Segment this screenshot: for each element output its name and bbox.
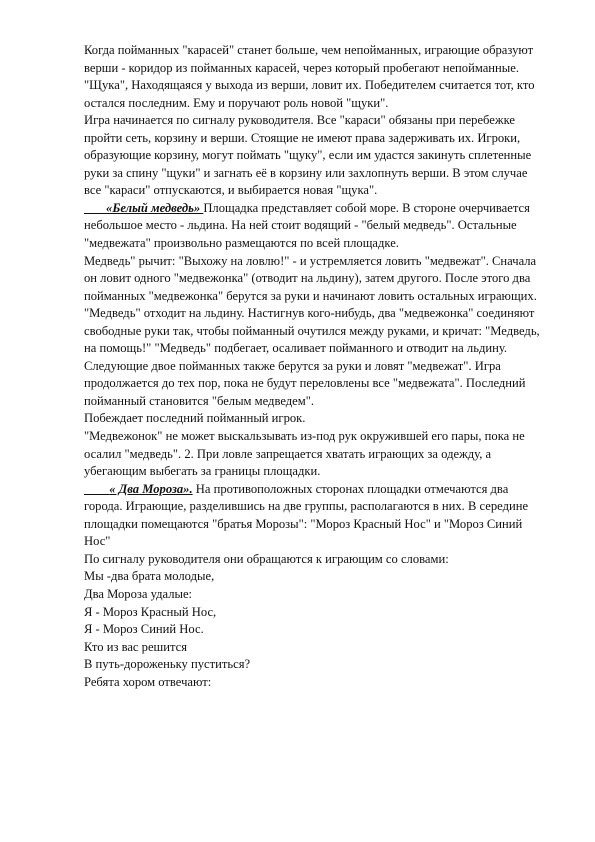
paragraph: Медведь" рычит: "Выхожу на ловлю!" - и устремляется ловить "медвежат". Сначала он ловит одного "медвежонка" (отводит на льдину), затем другого. После этого два пойманных "медвежонка" берутся за руки и начинают ловить остальных играющих. "Медведь" отходит на льдину. Настигнув кого-нибудь, два "медвежонка" соединяют свободные руки так, чтобы пойманный очутился между руками, и кричат: "Медведь, на помощь!" "Медведь" подбегает, осаливает пойманного и отводит на льдину. Следующие двое пойманных также берутся за руки и ловят "медвежат". Игра продолжается до тех пор, пока не будут переловлены все "медвежата". Последний пойманный становится "белым медведем".	[84, 253, 540, 408]
verse-line: Кто из вас решится	[84, 639, 188, 654]
document-body	[84, 42, 544, 691]
indent-underline	[84, 201, 106, 215]
verse-line: Я - Мороз Синий Нос.	[84, 622, 204, 637]
paragraph	[84, 200, 544, 253]
section-heading-two-frosts: « Два Мороза».	[109, 481, 193, 496]
paragraph-text: Площадка представляет собой море. В стороне очерчивается небольшое место - льдина. На ней стоит водящий - "белый медведь". Остальные "медвежата" произвольно размещаются по всей площадке.	[84, 200, 530, 251]
verse-line: Два Мороза удалые:	[84, 586, 193, 601]
paragraph: Побеждает последний пойманный игрок.	[84, 411, 306, 426]
paragraph	[84, 481, 544, 551]
paragraph-text: На противоположных сторонах площадки отмечаются два города. Играющие, разделившись на две группы, располагаются в них. В середине площадки помещаются "братья Морозы": "Мороз Красный Нос" и "Мороз Синий Нос"	[84, 481, 529, 549]
paragraph: Ребята хором отвечают:	[84, 674, 212, 689]
verse-line: Я - Мороз Красный Нос,	[84, 604, 217, 619]
verse-line: В путь-дороженьку пуститься?	[84, 657, 251, 672]
indent-underline	[84, 482, 109, 496]
paragraph: Игра начинается по сигналу руководителя. Все "караси" обязаны при перебежке пройти сеть, корзину и верши. Стоящие не имеют права задерживать их. Игроки, образующие корзину, могут поймать "щуку", если им удастся закинуть сплетенные руки за спину "щуки" и загнать её в корзину или захлопнуть верши. В этом случае все "караси" отпускаются, и выбирается новая "щука".	[84, 113, 532, 198]
section-heading-white-bear: «Белый медведь»	[106, 200, 204, 215]
verse-line: Мы -два брата молодые,	[84, 569, 215, 584]
paragraph: Когда пойманных "карасей" станет больше, чем непойманных, играющие образуют верши - коридор из пойманных карасей, через который пробегают непойманные. "Щука", Находящаяся у выхода из верши, ловит их. Победителем считается тот, кто остался последним. Ему и поручают роль новой "щуки".	[84, 43, 535, 110]
paragraph: "Медвежонок" не может выскальзывать из-под рук окружившей его пары, пока не осалил "медведь". 2. При ловле запрещается хватать играющих за одежду, а убегающим выбегать за границы площадки.	[84, 429, 525, 479]
paragraph: По сигналу руководителя они обращаются к играющим со словами:	[84, 551, 449, 566]
